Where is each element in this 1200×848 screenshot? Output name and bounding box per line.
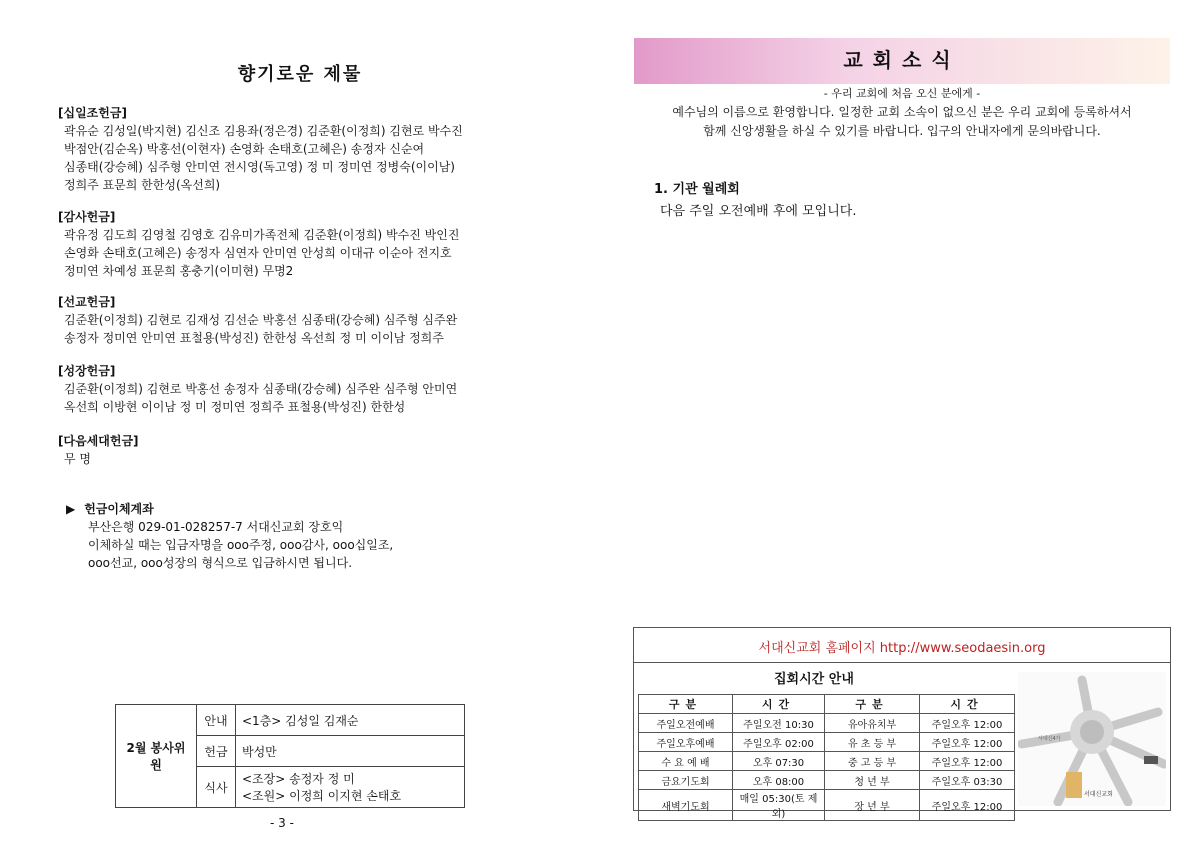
page-number: - 3 - — [270, 816, 294, 830]
section-heading: [감사헌금] — [58, 210, 116, 224]
schedule-cell: 주일오후 03:30 — [920, 771, 1015, 790]
schedule-header: 시간 — [920, 695, 1015, 714]
offering-section — [58, 293, 538, 347]
schedule-cell: 청 년 부 — [825, 771, 920, 790]
meeting-text: 다음 주일 오전예배 후에 모입니다. — [660, 204, 857, 219]
schedule-cell: 주일오후 12:00 — [920, 714, 1015, 733]
transfer-line: 부산은행 029-01-028257-7 서대신교회 장호익 — [88, 520, 344, 534]
volunteer-table — [115, 704, 465, 808]
volunteer-names: 박성만 — [236, 736, 465, 767]
welcome-line: 예수님의 이름으로 환영합니다. 일정한 교회 소속이 없으신 분은 우리 교회에 등록하셔서 — [672, 105, 1132, 119]
map-label: 서대신교회 — [1084, 791, 1113, 798]
transfer-heading: 헌금이체계좌 — [84, 502, 154, 516]
transfer-line: 이체하실 때는 입금자명을 ooo주정, ooo감사, ooo십일조, — [88, 538, 394, 552]
schedule-cell: 주일오후 12:00 — [920, 790, 1015, 821]
welcome-line: 함께 신앙생활을 하실 수 있기를 바랍니다. 입구의 안내자에게 문의바랍니다. — [703, 124, 1101, 138]
donor-line: 송정자 정미연 안미연 표철용(박성진) 한한성 옥선희 정 미 이이남 정희주 — [64, 331, 444, 345]
offering-section — [58, 432, 538, 468]
volunteer-label: 2월 봉사위원 — [116, 705, 197, 808]
schedule-cell: 주일오전 10:30 — [733, 714, 825, 733]
offering-section — [58, 104, 538, 194]
section-heading: [선교헌금] — [58, 295, 116, 309]
schedule-cell: 유아유치부 — [825, 714, 920, 733]
schedule-table — [638, 694, 1015, 821]
section-heading: [다음세대헌금] — [58, 434, 139, 448]
schedule-header: 구분 — [639, 695, 733, 714]
schedule-cell: 주일오후 12:00 — [920, 733, 1015, 752]
offering-section — [58, 362, 538, 416]
donor-line: 박점안(김순옥) 박홍선(이현자) 손영화 손태호(고혜은) 송정자 신순여 — [64, 142, 425, 156]
church-info-box — [633, 627, 1171, 820]
donor-line: 곽유정 김도희 김영철 김영호 김유미가족전체 김준환(이정희) 박수진 박인진 — [64, 228, 460, 242]
schedule-cell: 새벽기도회 — [639, 790, 733, 821]
donor-line: 김준환(이정희) 김현로 김재성 김선순 박홍선 심종태(강승혜) 심주형 심주완 — [64, 313, 458, 327]
schedule-cell: 금요기도회 — [639, 771, 733, 790]
schedule-header: 구분 — [825, 695, 920, 714]
homepage-bar — [634, 628, 1170, 663]
donor-line: 정미연 차예성 표문희 홍충기(이미현) 무명2 — [64, 264, 294, 278]
volunteer-names — [236, 767, 465, 808]
map-graphic — [1018, 672, 1166, 806]
donor-line: 곽유순 김성일(박지현) 김신조 김용좌(정은경) 김준환(이정희) 김현로 박수진 — [64, 124, 463, 138]
donor-line: 심종태(강승혜) 심주형 안미연 전시영(독고영) 정 미 정미연 정병숙(이이남) — [64, 160, 455, 174]
donor-line: 손영화 손태호(고혜은) 송정자 심연자 안미연 안성희 이대규 이순아 전지호 — [64, 246, 452, 260]
svg-text:서대신4가: 서대신4가 — [1038, 736, 1061, 742]
donor-line: 옥선희 이방현 이이남 정 미 정미연 정희주 표철용(박성진) 한한성 — [64, 400, 406, 414]
schedule-cell: 주일오전예배 — [639, 714, 733, 733]
section-heading: [십일조헌금] — [58, 106, 127, 120]
schedule-cell: 주일오후예배 — [639, 733, 733, 752]
schedule-cell: 주일오후 12:00 — [920, 752, 1015, 771]
volunteer-role: 식사 — [197, 767, 236, 808]
schedule-row — [639, 733, 1015, 752]
schedule-row — [639, 790, 1015, 821]
transfer-line: ooo선교, ooo성장의 형식으로 입금하시면 됩니다. — [88, 556, 353, 570]
church-map — [1018, 672, 1166, 806]
schedule-body — [639, 714, 1015, 821]
welcome-subtitle: - 우리 교회에 처음 오신 분에게 - — [823, 87, 981, 100]
donor-line: 정희주 표문희 한한성(옥선희) — [64, 178, 221, 192]
arrow-icon: ▶ — [66, 502, 76, 516]
schedule-cell: 유 초 등 부 — [825, 733, 920, 752]
schedule-cell: 오후 07:30 — [733, 752, 825, 771]
transfer-account — [66, 500, 546, 572]
offering-title: 향기로운 제물 — [237, 64, 363, 85]
donor-line: 무 명 — [64, 452, 91, 466]
schedule-cell: 매일 05:30(토 제외) — [733, 790, 825, 821]
schedule-title: 집회시간 안내 — [774, 672, 854, 687]
schedule-cell: 수 요 예 배 — [639, 752, 733, 771]
donor-line: 김준환(이정희) 김현로 박홍선 송정자 심종태(강승혜) 심주완 심주형 안미연 — [64, 382, 458, 396]
homepage-link[interactable]: 서대신교회 홈페이지 http://www.seodaesin.org — [758, 641, 1046, 656]
schedule-cell: 주일오후 02:00 — [733, 733, 825, 752]
schedule-row — [639, 752, 1015, 771]
news-title: 교회소식 — [843, 48, 961, 72]
schedule-cell: 오후 08:00 — [733, 771, 825, 790]
schedule-row — [639, 714, 1015, 733]
volunteer-role: 헌금 — [197, 736, 236, 767]
meeting-heading: 1. 기관 월례회 — [654, 182, 740, 197]
schedule-cell: 장 년 부 — [825, 790, 920, 821]
schedule-cell: 중 고 등 부 — [825, 752, 920, 771]
volunteer-name-line: <조장> 송정자 정 미 — [242, 772, 355, 786]
volunteer-role: 안내 — [197, 705, 236, 736]
volunteer-name-line: <조원> 이정희 이지현 손태호 — [242, 789, 402, 803]
schedule-row — [639, 771, 1015, 790]
section-heading: [성장헌금] — [58, 364, 116, 378]
offering-section — [58, 208, 538, 280]
schedule-header: 시간 — [733, 695, 825, 714]
volunteer-names: <1층> 김성일 김재순 — [236, 705, 465, 736]
